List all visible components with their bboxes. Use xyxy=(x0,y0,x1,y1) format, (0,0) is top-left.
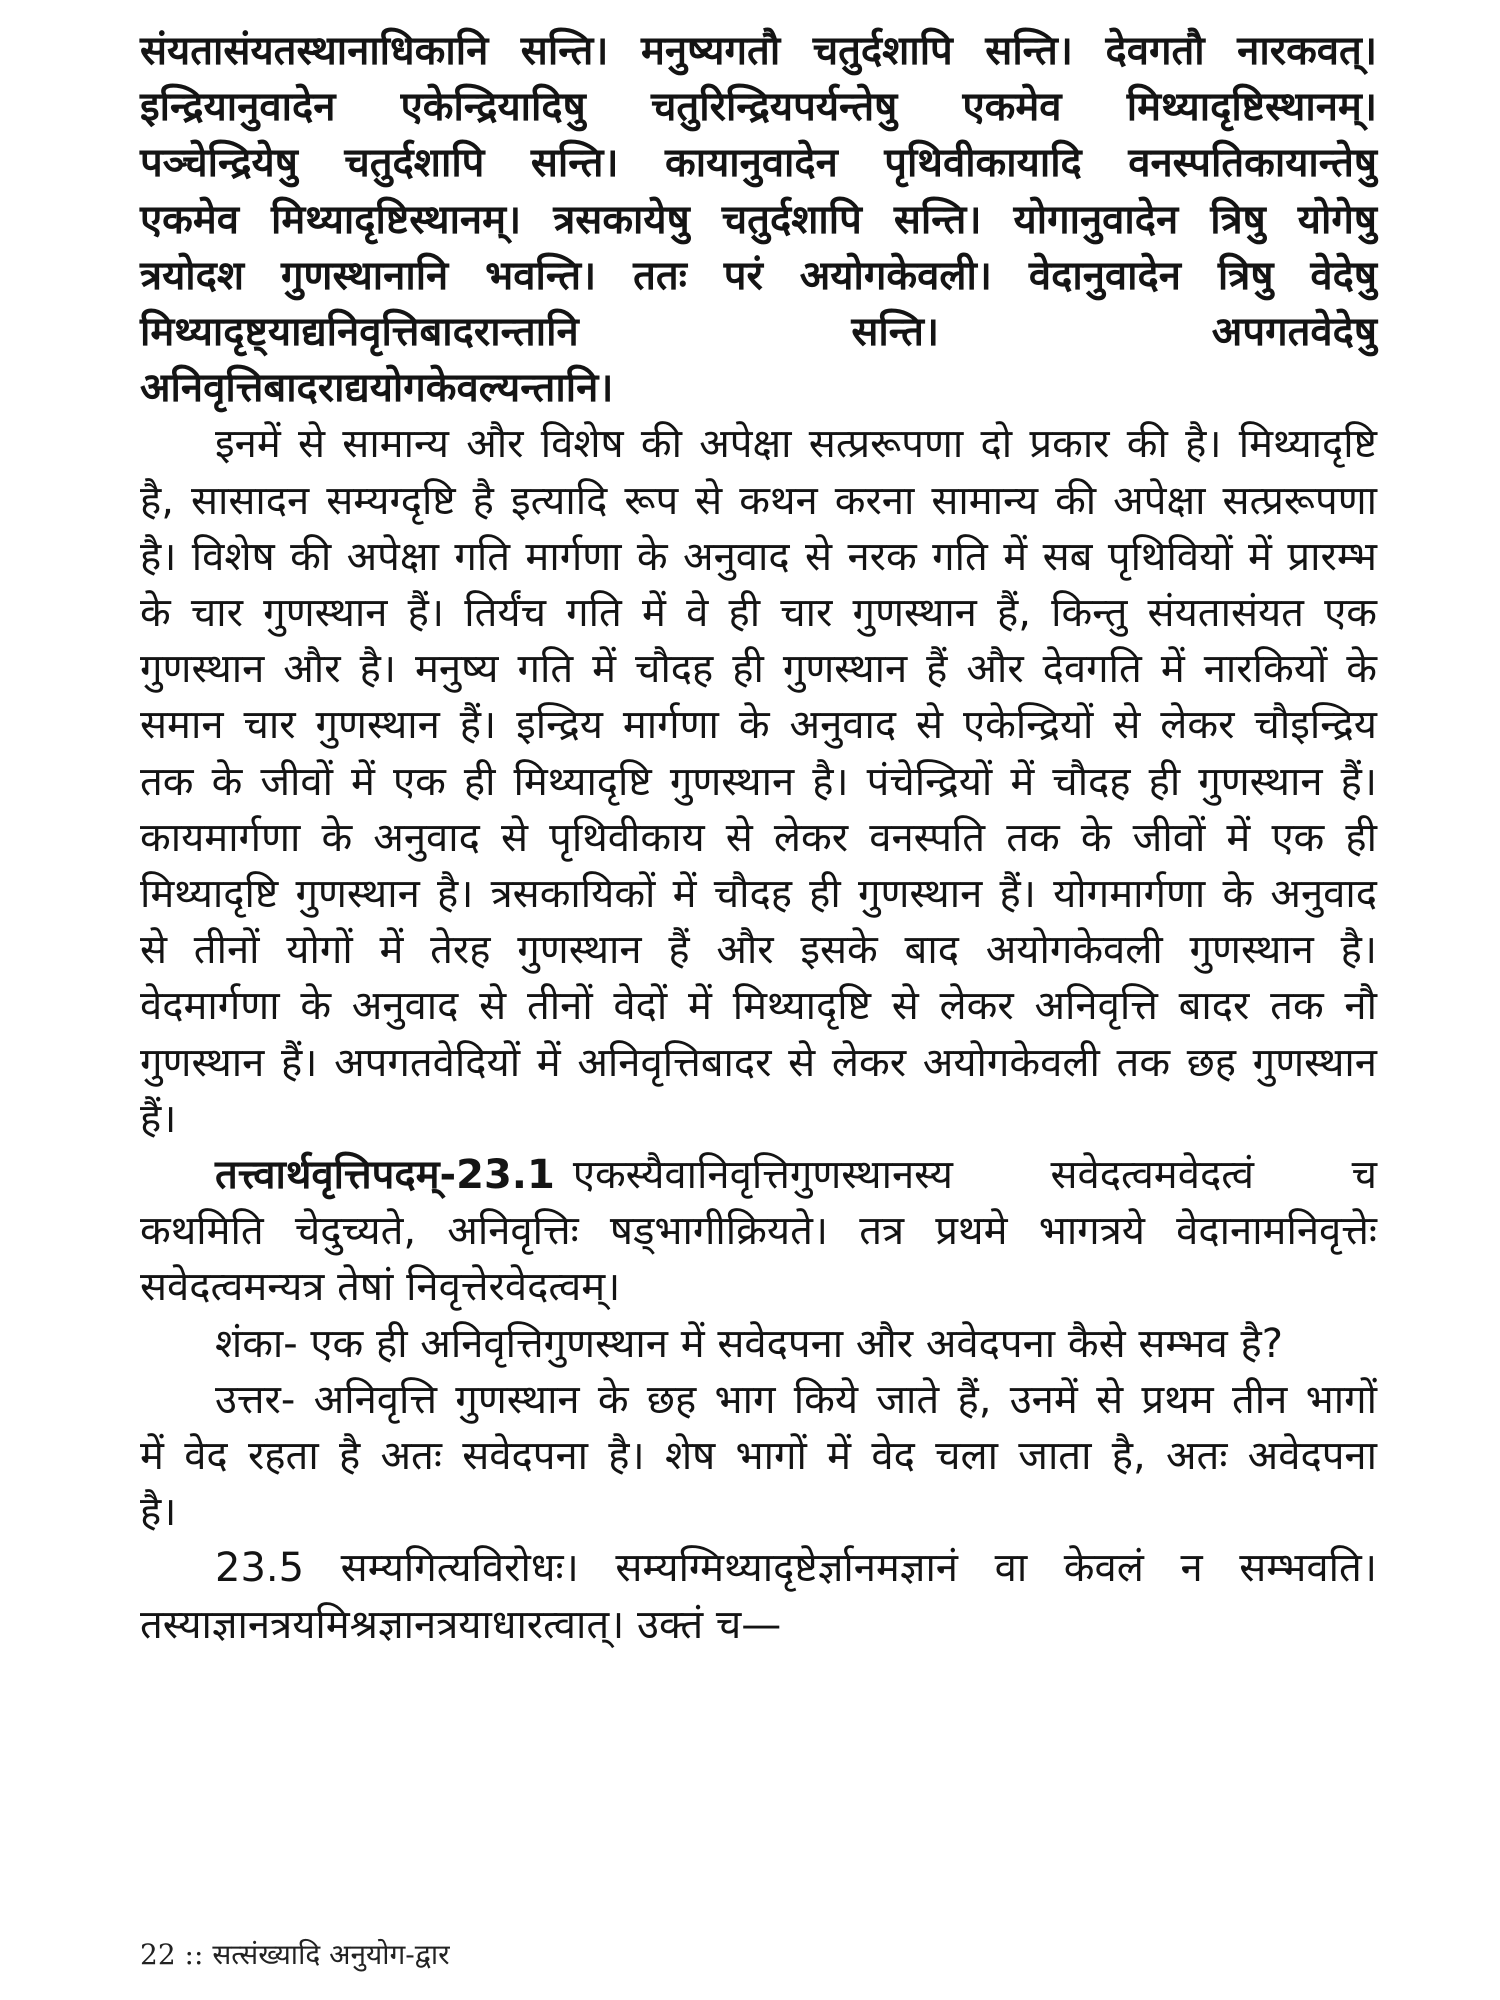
hindi-line-3: है। विशेष की अपेक्षा गति मार्गणा के अनुवाद से नरक गति में सब पृथिवियों में प्रारम्भ xyxy=(140,533,1377,580)
hindi-line-11: वेदमार्गणा के अनुवाद से तीनों वेदों में मिथ्यादृष्टि से लेकर अनिवृत्ति बादर तक नौ xyxy=(140,983,1377,1030)
running-title: सत्संख्यादि अनुयोग-द्वार xyxy=(212,1938,450,1971)
hindi-line-6: समान चार गुणस्थान हैं। इन्द्रिय मार्गणा के अनुवाद से एकेन्द्रियों से लेकर चौइन्द्रिय xyxy=(140,702,1377,749)
hindi-line-7: तक के जीवों में एक ही मिथ्यादृष्टि गुणस्थान है। पंचेन्द्रियों में चौदह ही गुणस्थान हैं। xyxy=(140,758,1377,805)
page-number: 22 xyxy=(140,1938,176,1971)
hindi-line-9: मिथ्यादृष्टि गुणस्थान है। त्रसकायिकों में चौदह ही गुणस्थान हैं। योगमार्गणा के अनुवाद xyxy=(140,871,1377,917)
sanskrit-line-3: पञ्चेन्द्रियेषु चतुर्दशापि सन्ति। कायानुवादेन पृथिवीकायादि वनस्पतिकायान्तेषु xyxy=(140,140,1377,187)
hindi-line-5: गुणस्थान और है। मनुष्य गति में चौदह ही गुणस्थान हैं और देवगति में नारकियों के xyxy=(140,646,1377,693)
footer-separator: :: xyxy=(184,1938,204,1971)
question-line: शंका- एक ही अनिवृत्तिगुणस्थान में सवेदपना और अवेदपना कैसे सम्भव है? xyxy=(215,1320,1283,1367)
answer-line-3: है। xyxy=(140,1489,177,1536)
hindi-line-2: है, सासादन सम्यग्दृष्टि है इत्यादि रूप से कथन करना सामान्य की अपेक्षा सत्प्ररूपणा xyxy=(140,477,1377,524)
tattvartha-first-line xyxy=(140,1146,1377,1204)
hindi-line-8: कायमार्गणा के अनुवाद से पृथिवीकाय से लेकर वनस्पति तक के जीवों में एक ही xyxy=(140,814,1377,861)
sanskrit-line-1: संयतासंयतस्थानाधिकानि सन्ति। मनुष्यगतौ चतुर्दशापि सन्ति। देवगतौ नारकवत्। xyxy=(140,28,1377,74)
sanskrit-line-5: त्रयोदश गुणस्थानानि भवन्ति। ततः परं अयोगकेवली। वेदानुवादेन त्रिषु वेदेषु xyxy=(140,252,1377,299)
tattvartha-heading: तत्त्वार्थवृत्तिपदम्-23.1 xyxy=(215,1152,555,1198)
hindi-line-12: गुणस्थान हैं। अपगतवेदियों में अनिवृत्तिबादर से लेकर अयोगकेवली तक छह गुणस्थान xyxy=(140,1039,1377,1086)
hindi-line-1: इनमें से सामान्य और विशेष की अपेक्षा सत्प्ररूपणा दो प्रकार की है। मिथ्यादृष्टि xyxy=(215,421,1377,468)
page-footer xyxy=(140,1935,450,1975)
tattvartha-line-1: एकस्यैवानिवृत्तिगुणस्थानस्य सवेदत्वमवेदत्वं च xyxy=(572,1152,1377,1198)
verse-23-5-line-1: 23.5 सम्यगित्यविरोधः। सम्यग्मिथ्यादृष्टेर्ज्ञानमज्ञानं वा केवलं न सम्भवति। xyxy=(215,1545,1377,1592)
tattvartha-line-2: कथमिति चेदुच्यते, अनिवृत्तिः षड्भागीक्रियते। तत्र प्रथमे भागत्रये वेदानामनिवृत्तेः xyxy=(140,1208,1377,1255)
sanskrit-line-6: मिथ्यादृष्ट्याद्यनिवृत्तिबादरान्तानि सन्ति। अपगतवेदेषु xyxy=(140,309,1377,355)
sanskrit-line-7: अनिवृत्तिबादराद्ययोगकेवल्यन्तानि। xyxy=(140,365,614,412)
answer-line-1: उत्तर- अनिवृत्ति गुणस्थान के छह भाग किये जाते हैं, उनमें से प्रथम तीन भागों xyxy=(215,1376,1377,1423)
answer-line-2: में वेद रहता है अतः सवेदपना है। शेष भागों में वेद चला जाता है, अतः अवेदपना xyxy=(140,1433,1377,1479)
sanskrit-line-4: एकमेव मिथ्यादृष्टिस्थानम्। त्रसकायेषु चतुर्दशापि सन्ति। योगानुवादेन त्रिषु योगेषु xyxy=(140,196,1377,243)
tattvartha-line-3: सवेदत्वमन्यत्र तेषां निवृत्तेरवेदत्वम्। xyxy=(140,1264,621,1311)
sanskrit-line-2: इन्द्रियानुवादेन एकेन्द्रियादिषु चतुरिन्द्रियपर्यन्तेषु एकमेव मिथ्यादृष्टिस्थानम्। xyxy=(140,84,1377,131)
verse-23-5-line-2: तस्याज्ञानत्रयमिश्रज्ञानत्रयाधारत्वात्। उक्तं च— xyxy=(140,1601,782,1648)
hindi-line-10: से तीनों योगों में तेरह गुणस्थान हैं और इसके बाद अयोगकेवली गुणस्थान है। xyxy=(140,927,1377,974)
hindi-line-13: हैं। xyxy=(140,1095,177,1142)
hindi-line-4: के चार गुणस्थान हैं। तिर्यंच गति में वे ही चार गुणस्थान हैं, किन्तु संयतासंयत एक xyxy=(140,590,1377,636)
